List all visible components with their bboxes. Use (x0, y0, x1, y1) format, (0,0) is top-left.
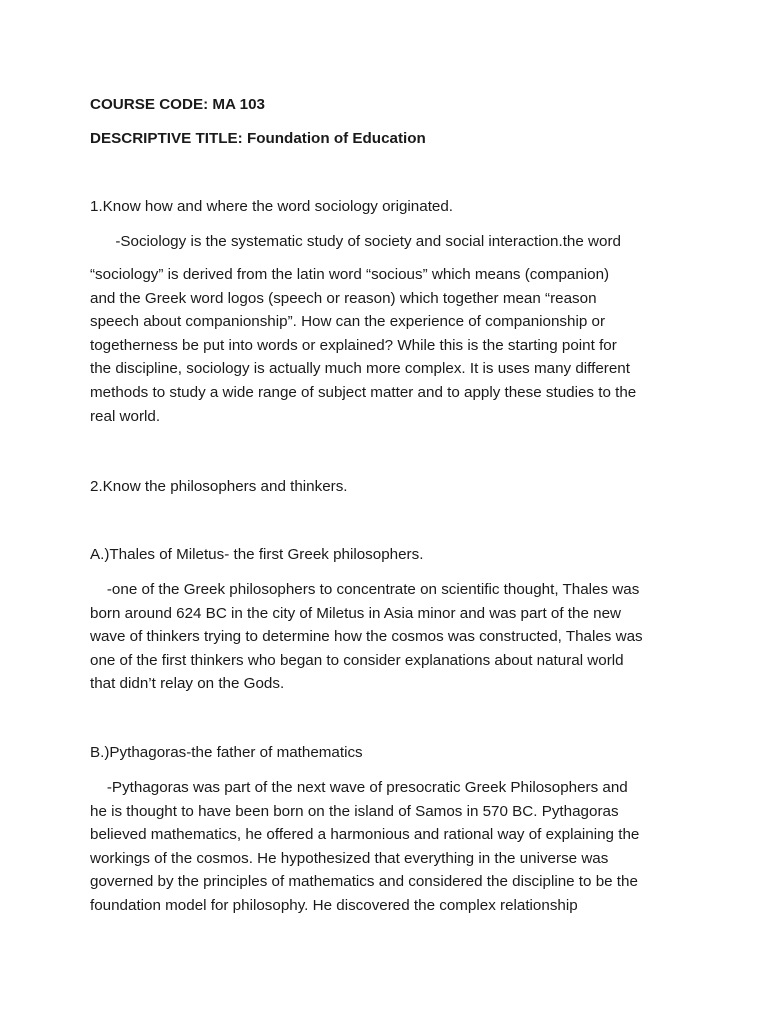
paragraph-line: speech about companionship”. How can the experience of companionship or (90, 313, 606, 331)
section1-first-line: -Sociology is the systematic study of society and social interaction.the word (90, 233, 621, 250)
thales-heading: A.)Thales of Miletus- the first Greek philosophers. (90, 546, 424, 563)
paragraph-line: real world. (90, 407, 161, 425)
section1-heading: 1.Know how and where the word sociology originated. (90, 198, 454, 215)
pythagoras-paragraph (90, 776, 690, 918)
paragraph-line: workings of the cosmos. He hypothesized that everything in the universe was (90, 849, 609, 867)
paragraph-line: the discipline, sociology is actually much more complex. It is uses many different (90, 360, 630, 378)
paragraph-line: one of the first thinkers who began to consider explanations about natural world (90, 651, 624, 669)
paragraph-line: -Pythagoras was part of the next wave of presocratic Greek Philosophers and (90, 779, 628, 796)
paragraph-line: togetherness be put into words or explained? While this is the starting point for (90, 336, 617, 354)
paragraph-line: believed mathematics, he offered a harmonious and rational way of explaining the (90, 826, 640, 844)
paragraph-line: foundation model for philosophy. He discovered the complex relationship (90, 896, 578, 914)
paragraph-line: methods to study a wide range of subject matter and to apply these studies to the (90, 383, 637, 401)
paragraph-line: that didn’t relay on the Gods. (90, 675, 285, 693)
descriptive-title: DESCRIPTIVE TITLE: Foundation of Education (90, 130, 426, 147)
section1-paragraph (90, 263, 690, 428)
paragraph-line: he is thought to have been born on the island of Samos in 570 BC. Pythagoras (90, 802, 619, 820)
paragraph-line: -one of the Greek philosophers to concentrate on scientific thought, Thales was (90, 581, 640, 598)
paragraph-line: born around 624 BC in the city of Miletus in Asia minor and was part of the new (90, 604, 622, 622)
paragraph-line: and the Greek word logos (speech or reason) which together mean “reason (90, 289, 597, 307)
paragraph-line: wave of thinkers trying to determine how the cosmos was constructed, Thales was (90, 628, 643, 646)
course-code: COURSE CODE: MA 103 (90, 96, 265, 113)
pythagoras-heading: B.)Pythagoras-the father of mathematics (90, 744, 363, 761)
paragraph-line: “sociology” is derived from the latin word “socious” which means (companion) (90, 266, 610, 283)
section2-heading: 2.Know the philosophers and thinkers. (90, 478, 348, 495)
paragraph-line: governed by the principles of mathematics and considered the discipline to be the (90, 873, 638, 891)
thales-paragraph (90, 578, 690, 696)
